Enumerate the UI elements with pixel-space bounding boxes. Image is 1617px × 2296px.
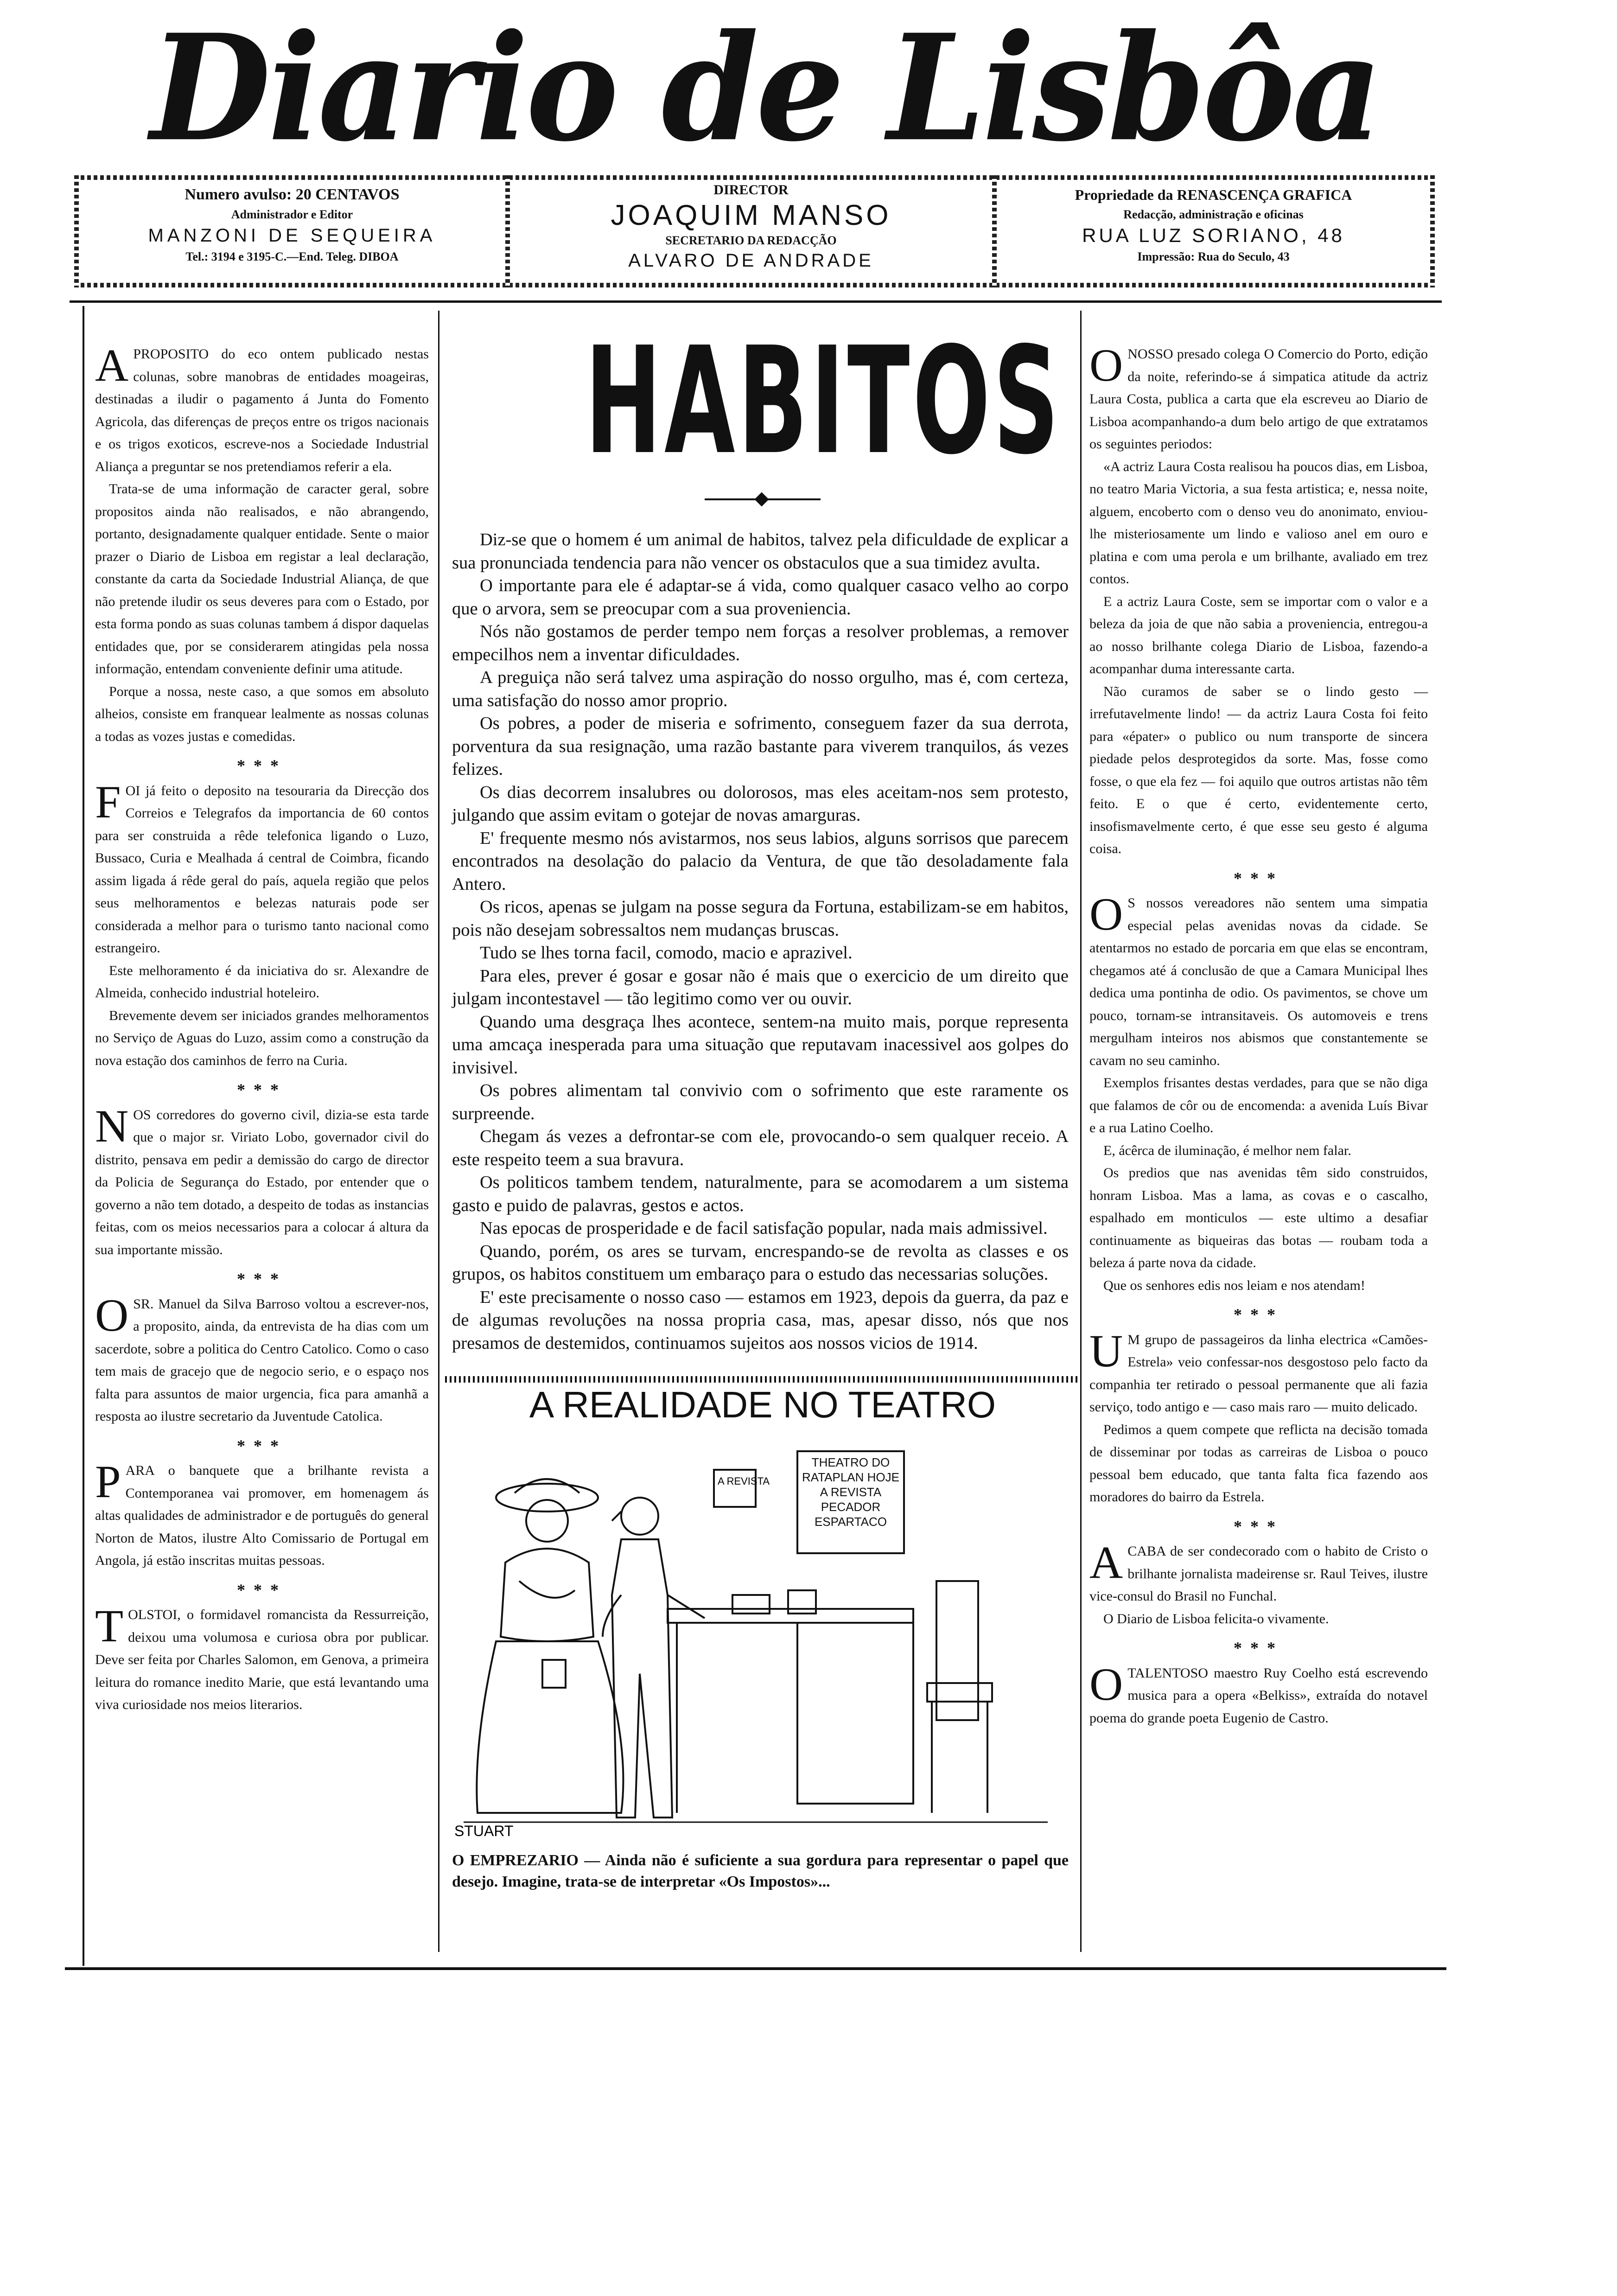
article-text: SR. Manuel da Silva Barroso voltou a escrever-nos, a proposito, ainda, da entrevista de ha dias com um sacerdote, sobre a politica do Centro Catolico. Como o caso tem mais de gracejo que de negocio serio, e o espaço nos falta para assuntos de maior urgencia, fica para amanhã a resposta ao ilustre secretario da Juventude Catolica. (95, 1296, 429, 1424)
poster-theatro-text: THEATRO DO RATAPLAN HOJE A REVISTA PECADOR ESPARTACO (802, 1455, 899, 1529)
section-separator: *** (237, 1580, 287, 1599)
article-text: Este melhoramento é da iniciativa do sr. Alexandre de Almeida, conhecido industrial hoteleiro. (95, 963, 429, 1001)
secretary-label: SECRETARIO DA REDACÇÃO (665, 234, 837, 247)
article-text: «A actriz Laura Costa realisou ha poucos dias, em Lisboa, no teatro Maria Victoria, a sua festa artistica; e, nessa noite, alguem, encoberto com o denso veu do anonimato, enviou-lhe misteriosamente um lindo e valioso anel em ouro e platina e com uma perola e um brilhante, avaliado em trez contos. (1089, 459, 1428, 587)
column-rule-right (1080, 311, 1082, 1952)
woman-figure (477, 1479, 623, 1813)
article-text: Que os senhores edis nos leiam e nos atendam! (1103, 1277, 1365, 1293)
drop-cap: T (95, 1600, 124, 1652)
article-paragraph (95, 681, 429, 748)
drop-cap: N (95, 1100, 129, 1152)
article-paragraph: E' este precisamente o nosso caso — estamos em 1923, depois da guerra, da paz e de algumas revoluções na nossa propria casa, mas, apesar disso, nós que nos presamos de destemidos, continuamos sujeitos aos nossos vicios de 1914. (452, 1287, 1069, 1353)
article-paragraph (95, 960, 429, 1005)
article-paragraph: Nas epocas de prosperidade e de facil satisfação popular, nada mais admissivel. (480, 1218, 1048, 1238)
article-text: M grupo de passageiros da linha electrica «Camões-Estrela» veio confessar-nos desgostoso pelo facto da companhia ter retirado o pessoal permanente que ali fazia serviço, todo antigo e — caso mais raro — muito delicado. (1089, 1332, 1428, 1415)
address-line: RUA LUZ SORIANO, 48 (1082, 224, 1345, 246)
article-text: Os predios que nas avenidas têm sido construidos, honram Lisboa. Mas a lama, as covas e o cascalho, espalhado em monticulos — este ultimo a desafiar continuamente as biqueiras das botas — roubam toda a beleza á parte nova da cidade. (1089, 1165, 1428, 1270)
article-paragraph (95, 1289, 429, 1428)
director-label: DIRECTOR (713, 182, 789, 198)
section-separator: *** (1234, 868, 1284, 887)
article-paragraph: Os pobres alimentam tal convivio com o sofrimento que este raramente os surpreende. (452, 1081, 1069, 1123)
owner-line: Propriedade da RENASCENÇA GRAFICA (1075, 186, 1352, 203)
section-separator: *** (1234, 1305, 1284, 1324)
drop-cap: F (95, 776, 121, 828)
admin-role: Administrador e Editor (231, 208, 353, 221)
article-paragraph (1089, 1162, 1428, 1275)
man-figure (603, 1498, 705, 1818)
left-margin-rule (83, 306, 84, 1966)
article-text: Trata-se de uma informação de caracter geral, sobre propositos ainda não realisados, e não abrangendo, portanto, designadamente qualquer entidade. Sente o maior prazer o Diario de Lisboa em registar a leal declaração, constante da carta da Sociedade Industrial Aliança, de que não pretende iludir os seus deveres para com o Estado, por esta forma pondo as suas colunas tambem á dispor daquelas entidades que, por se considerarem atingidas pela nossa informação, entendam conveniente definir uma atitude. (95, 481, 429, 676)
headline: HABITOS (585, 315, 1062, 487)
article-paragraph (95, 339, 429, 478)
article-paragraph: Tudo se lhes torna facil, comodo, macio e aprazivel. (480, 943, 853, 963)
drop-cap: U (1089, 1325, 1123, 1377)
article-paragraph (95, 1005, 429, 1072)
section-separator: *** (237, 1269, 287, 1288)
article-text: NOSSO presado colega O Comercio do Porto, edição da noite, referindo-se á simpatica atitude da actriz Laura Costa, publica a carta que ela escreveu ao Diario de Lisboa acompanhando-a dum belo artigo de que extratamos os seguintes periodos: (1089, 346, 1428, 452)
cartoon-border (445, 1376, 1080, 1383)
chair (927, 1581, 992, 1813)
header-left (83, 184, 501, 266)
article-paragraph: Quando uma desgraça lhes acontece, sentem-na muito mais, porque representa uma amcaça inesperada para uma situação que reputavam inacessivel aos golpes do invisivel. (452, 1012, 1069, 1078)
article-text: ARA o banquete que a brilhante revista a Contemporanea vai promover, em homenagem ás altas qualidades de administrador e de português do general Norton de Matos, ilustre Alto Comissario de Portugal em Angola, já estão inscritas muitas pessoas. (95, 1463, 429, 1568)
header-center (515, 181, 987, 272)
header-divider-2 (992, 175, 997, 287)
right-column (1089, 339, 1428, 1729)
article-text: TALENTOSO maestro Ruy Coelho está escrevendo musica para a opera «Belkiss», extraída do notavel poema do grande poeta Eugenio de Castro. (1089, 1665, 1428, 1726)
article-paragraph: Os dias decorrem insalubres ou dolorosos, mas eles aceitam-nos sem protesto, julgando que assim evitam o gotejar de novas amarguras. (452, 782, 1069, 825)
article-text: OS corredores do governo civil, dizia-se esta tarde que o major sr. Viriato Lobo, governador civil do distrito, pensava em pedir a demissão do cargo de director da Policia de Segurança do Estado, por entender que o governo a não tem dotado, a despeito de todas as instancias feitas, com os meios necessarios para a colocar á altura da sua importante missão. (95, 1107, 429, 1257)
article-text: CABA de ser condecorado com o habito de Cristo o brilhante jornalista madeirense sr. Raul Teives, ilustre vice-consul do Brasil no Funchal. (1089, 1543, 1428, 1604)
drop-cap: O (1089, 1658, 1123, 1710)
drop-cap: O (1089, 339, 1123, 391)
phone-line: Tel.: 3194 e 3195-C.—End. Teleg. DIBOA (185, 250, 399, 263)
article-text: E a actriz Laura Coste, sem se importar com o valor e a beleza da joia de que não sabia a proveniencia, entregou-a ao nosso brilhante colega Diario de Lisboa, fazendo-a acompanhar duma interessante carta. (1089, 593, 1428, 676)
article-paragraph (1089, 681, 1428, 861)
article-paragraph (1089, 591, 1428, 681)
drop-cap: O (1089, 888, 1123, 940)
article-text: Pedimos a quem compete que reflicta na decisão tomada de disseminar por todas as carreiras de Lisboa o pouco pessoal bem educado, que tanta falta fica fazendo aos moradores do bairro da Estrela. (1089, 1422, 1428, 1505)
admin-name: MANZONI DE SEQUEIRA (148, 225, 436, 246)
article-paragraph: E' frequente mesmo nós avistarmos, nos seus labios, alguns sorrisos que parecem encontrados na desolação do palacio da Ventura, de que tão desoladamente fala Antero. (452, 828, 1069, 894)
article-text: PROPOSITO do eco ontem publicado nestas colunas, sobre manobras de entidades moageiras, destinadas a iludir o pagamento á Junta do Fomento Agricola, das diferenças de preços entre os trigos nacionais e os trigos exoticos, escreve-nos a Sociedade Industrial Aliança a preguntar se nos pretendiamos referir a ela. (95, 346, 429, 474)
cartoon-caption: O EMPREZARIO — Ainda não é suficiente a sua gordura para representar o papel que desejo. Imagine, trata-se de interpretar «Os Impostos»... (452, 1852, 1069, 1890)
secretary-name: ALVARO DE ANDRADE (628, 250, 874, 271)
header-border-left (74, 175, 79, 287)
article-paragraph (1089, 1419, 1428, 1509)
article-paragraph: Os pobres, a poder de miseria e sofrimento, conseguem fazer da sua derrota, porventura da sua resignação, uma razão bastante para viverem tranquilos, ás vezes felizes. (452, 714, 1069, 779)
article-paragraph (95, 1600, 429, 1716)
article-text: S nossos vereadores não sentem uma simpatia especial pelas avenidas novas da cidade. Se atentarmos no estado de porcaria em que elas se encontram, chegamos até á conclusão de que a Camara Municipal lhes dedica uma pontinha de odio. Os pavimentos, se chove um pouco, tornam-se intransitaveis. Os automoveis e trens mergulham inteiros nos abismos que constantemente se cavam no seu caminho. (1089, 895, 1428, 1068)
offices-line: Redacção, administração e oficinas (1123, 208, 1304, 221)
director-name: JOAQUIM MANSO (611, 199, 891, 231)
drop-cap: A (1089, 1537, 1123, 1588)
header-border-right (1430, 175, 1435, 287)
article-paragraph (1089, 1325, 1428, 1419)
drop-cap: P (95, 1456, 121, 1507)
cartoon-illustration (445, 1442, 1080, 1841)
poster-revista-text: A REVISTA (718, 1475, 770, 1487)
article-paragraph: Diz-se que o homem é um animal de habitos, talvez pela dificuldade de explicar a sua pronunciada tendencia para não vencer os obstaculos que a sua timidez avulta. (452, 530, 1069, 573)
article-paragraph (1089, 1537, 1428, 1608)
article-text: Exemplos frisantes destas verdades, para que se não diga que falamos de côr ou de encomenda: a avenida Luís Bivar e a rua Latino Coelho. (1089, 1075, 1428, 1135)
masthead-title: Diario de Lisbôa (150, 2, 1380, 174)
center-article (452, 529, 1069, 1355)
section-separator: *** (237, 756, 287, 775)
article-paragraph: Os politicos tambem tendem, naturalmente, para se acomodarem a um sistema gasto e puido de palavras, gestos e actos. (452, 1173, 1069, 1215)
section-separator: *** (237, 1436, 287, 1455)
article-paragraph (1089, 339, 1428, 456)
article-paragraph: Quando, porém, os ares se turvam, encrespando-se de revolta as classes e os grupos, os habitos constituem um embaraço para o estudo das necessarias soluções. (452, 1241, 1069, 1284)
artist-signature: STUART (454, 1823, 514, 1839)
section-separator: *** (1234, 1639, 1284, 1657)
article-paragraph (95, 1100, 429, 1262)
price-label: Numero avulso: 20 CENTAVOS (185, 186, 400, 203)
desk (668, 1590, 913, 1813)
section-separator: *** (1234, 1517, 1284, 1536)
printing-line: Impressão: Rua do Seculo, 43 (1137, 250, 1290, 263)
article-text: OI já feito o deposito na tesouraria da Direcção dos Correios e Telegrafos da importancia de 60 contos para ser construida a rêde telefonica ligando o Luzo, Bussaco, Curia e Mealhada á central de Coimbra, ficando assim ligada á rêde geral do país, aquela região que pelos seus melhoramentos e belezas naturais pode ser considerada a melhor para o turismo tanto nacional como estrangeiro. (95, 783, 429, 956)
article-paragraph (1089, 1072, 1428, 1140)
article-paragraph: Nós não gostamos de perder tempo nem forças a resolver problemas, a remover empecilhos nem a inventar dificuldades. (452, 622, 1069, 664)
drop-cap: O (95, 1289, 129, 1341)
left-column (95, 339, 429, 1716)
article-paragraph (1089, 1658, 1428, 1730)
article-paragraph (95, 776, 429, 960)
headline-ornament-diamond (754, 492, 769, 506)
cartoon-title: A REALIDADE NO TEATRO (529, 1384, 996, 1425)
header-border-top (74, 175, 1435, 180)
article-paragraph (1089, 456, 1428, 591)
article-paragraph (1089, 1608, 1428, 1631)
article-paragraph (1089, 1140, 1428, 1162)
article-paragraph: O importante para ele é adaptar-se á vida, como qualquer casaco velho ao corpo que o arvora, sem se preocupar com a sua proveniencia. (452, 576, 1069, 619)
header-border-bottom (74, 283, 1435, 287)
article-text: E, ácêrca de iluminação, é melhor nem falar. (1103, 1142, 1351, 1158)
drop-cap: A (95, 339, 129, 391)
article-paragraph: Os ricos, apenas se julgam na posse segura da Fortuna, estabilizam-se em habitos, pois não desejam sobressaltos nem mudanças bruscas. (452, 897, 1069, 940)
article-paragraph: Para eles, prever é gosar e gosar não é mais que o exercicio de um direito que julgam incontestavel — tão legitimo como ver ou ouvir. (452, 966, 1069, 1008)
article-paragraph (95, 478, 429, 681)
article-text: Não curamos de saber se o lindo gesto — irrefutavelmente lindo! — da actriz Laura Costa foi feito para «épater» o publico ou num transporte de sincera piedade pelos desprotegidos da sorte. Mas, fosse como fosse, o que ela fez — foi aquilo que outros artistas não têm feito. E o que é certo, evidentemente certo, insofismavelmente certo, é que esse seu gesto é alguma coisa. (1089, 683, 1428, 856)
article-paragraph (1089, 888, 1428, 1072)
page-bottom-rule (65, 1967, 1446, 1970)
article-text: O Diario de Lisboa felicita-o vivamente. (1103, 1611, 1329, 1626)
article-text: Porque a nossa, neste caso, a que somos em absoluto alheios, consiste em franquear lealmente as nossas colunas a todas as vozes justas e comedidas. (95, 683, 429, 744)
section-separator: *** (237, 1080, 287, 1099)
article-text: OLSTOI, o formidavel romancista da Ressurreição, deixou uma volumosa e curiosa obra por publicar. Deve ser feita por Charles Salomon, em Genova, a primeira leitura do romance inedito Marie, que está levantando uma viva curiosidade nos meios literarios. (95, 1607, 429, 1712)
article-paragraph (95, 1456, 429, 1572)
article-paragraph: Chegam ás vezes a defrontar-se com ele, provocando-o sem qualquer receio. A este respeito teem a sua bravura. (452, 1127, 1069, 1169)
article-text: Brevemente devem ser iniciados grandes melhoramentos no Serviço de Aguas do Luzo, assim como a construção da nova estação dos caminhos de ferro na Curia. (95, 1008, 429, 1068)
page-top-rule (70, 300, 1442, 303)
column-rule-left (438, 311, 439, 1952)
article-paragraph (1089, 1275, 1428, 1297)
article-paragraph: A preguiça não será talvez uma aspiração do nosso orgulho, mas é, com certeza, uma satisfação do nosso amor proprio. (452, 668, 1069, 710)
header-divider-1 (505, 175, 510, 287)
header-right (1001, 184, 1426, 266)
